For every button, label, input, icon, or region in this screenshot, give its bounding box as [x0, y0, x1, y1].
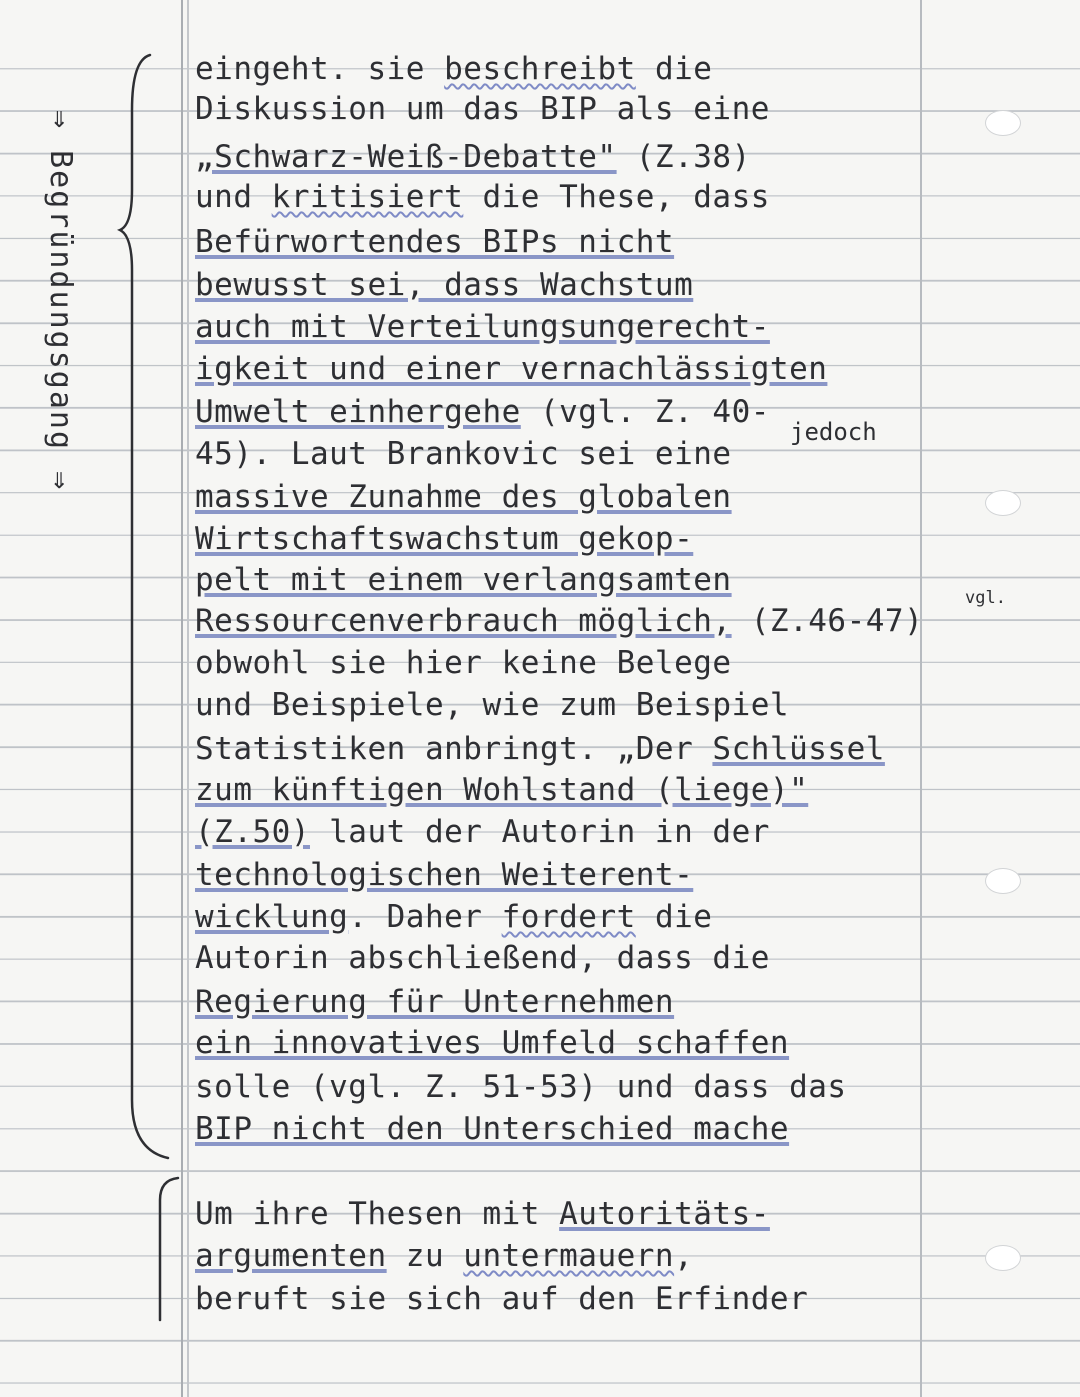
text-line [195, 1197, 770, 1231]
text-segment: die [635, 899, 713, 935]
text-line [195, 1239, 693, 1273]
text-segment: Wirtschaftswachstum gekop- [195, 521, 694, 557]
text-segment: bewusst sei, dass Wachstum [195, 267, 694, 303]
text-line [195, 604, 923, 638]
text-segment: beruft sie sich auf den Erfinder [195, 1281, 809, 1317]
text-segment: technologischen Weiterent- [195, 857, 694, 893]
text-line [195, 732, 885, 766]
text-segment: beschreibt [444, 51, 636, 87]
text-line [195, 52, 712, 86]
text-segment: Umwelt einhergehe [195, 394, 521, 430]
text-line [195, 395, 770, 429]
text-line [195, 225, 674, 259]
text-segment: massive Zunahme des globalen [195, 479, 732, 515]
text-segment: igkeit und einer vernachlässigten [195, 351, 828, 387]
text-segment: die These, dass [463, 179, 770, 215]
text-line [195, 563, 732, 597]
text-line [195, 352, 827, 386]
text-line [195, 1026, 789, 1060]
text-segment: zum künftigen Wohlstand (liege)" [195, 772, 809, 808]
text-segment: Diskussion um das BIP als eine [195, 91, 770, 127]
text-segment: Autorin abschließend, dass die [195, 940, 770, 976]
text-segment: (Z.38) [616, 139, 751, 175]
text-segment: . Daher [348, 899, 502, 935]
text-segment: argumenten [195, 1238, 387, 1274]
text-line [195, 180, 770, 214]
text-segment: BIP nicht den Unterschied mache [195, 1111, 790, 1147]
text-line [195, 858, 693, 892]
text-line [195, 941, 770, 975]
text-segment: Regierung für Unternehmen [195, 984, 675, 1020]
text-line [195, 688, 789, 722]
annotation-vgl: vgl. [965, 588, 1006, 608]
text-line [195, 1282, 808, 1316]
annotation-jedoch: jedoch [790, 418, 877, 446]
text-line [195, 522, 693, 556]
text-line [195, 140, 751, 174]
text-segment: und [195, 179, 272, 215]
text-segment: Befürwortendes BIPs nicht [195, 224, 675, 260]
text-line [195, 437, 732, 471]
text-segment: laut der Autorin in der [309, 814, 770, 850]
text-segment: ein innovatives Umfeld schaffen [195, 1025, 790, 1061]
curly-brace [120, 55, 168, 1158]
text-line [195, 815, 770, 849]
text-segment: (Z.50) [195, 814, 310, 850]
text-line [195, 480, 732, 514]
bracket [160, 1178, 178, 1320]
text-line [195, 900, 712, 934]
text-segment: Autoritäts- [559, 1196, 770, 1232]
text-segment: pelt mit einem verlangsamten [195, 562, 732, 598]
text-segment: untermauern [463, 1238, 675, 1274]
text-segment: eingeht. sie [195, 51, 445, 87]
text-segment: obwohl sie hier keine Belege [195, 645, 732, 681]
text-segment: Um ihre Thesen mit [195, 1196, 560, 1232]
text-segment: 45). Laut Brankovic sei eine [195, 436, 732, 472]
text-segment: und Beispiele, wie zum Beispiel [195, 687, 790, 723]
text-segment: (vgl. Z. 40- [520, 394, 770, 430]
text-segment: „Schwarz-Weiß-Debatte" [195, 139, 617, 175]
text-segment: auch mit Verteilungsungerecht- [195, 309, 770, 345]
text-segment: solle (vgl. Z. 51-53) und dass das [195, 1069, 847, 1105]
margin-label: ⇒ Begründungsgang ⇒ [43, 110, 78, 492]
text-segment: (Z.46-47) [731, 603, 924, 639]
text-segment: , [674, 1238, 694, 1274]
text-line [195, 985, 674, 1019]
text-segment: zu [386, 1238, 464, 1274]
text-line [195, 268, 693, 302]
text-segment: Ressourcenverbrauch möglich, [195, 603, 732, 639]
text-line [195, 1112, 789, 1146]
text-segment: die [635, 51, 713, 87]
text-line [195, 646, 732, 680]
text-segment: kritisiert [271, 179, 464, 215]
text-line [195, 1070, 847, 1104]
text-segment: fordert [501, 899, 636, 935]
text-line [195, 92, 770, 126]
text-line [195, 773, 808, 807]
text-segment: Schlüssel [712, 731, 885, 767]
text-segment: wicklung [195, 899, 349, 935]
text-line [195, 310, 770, 344]
text-segment: Statistiken anbringt. „Der [195, 731, 713, 767]
